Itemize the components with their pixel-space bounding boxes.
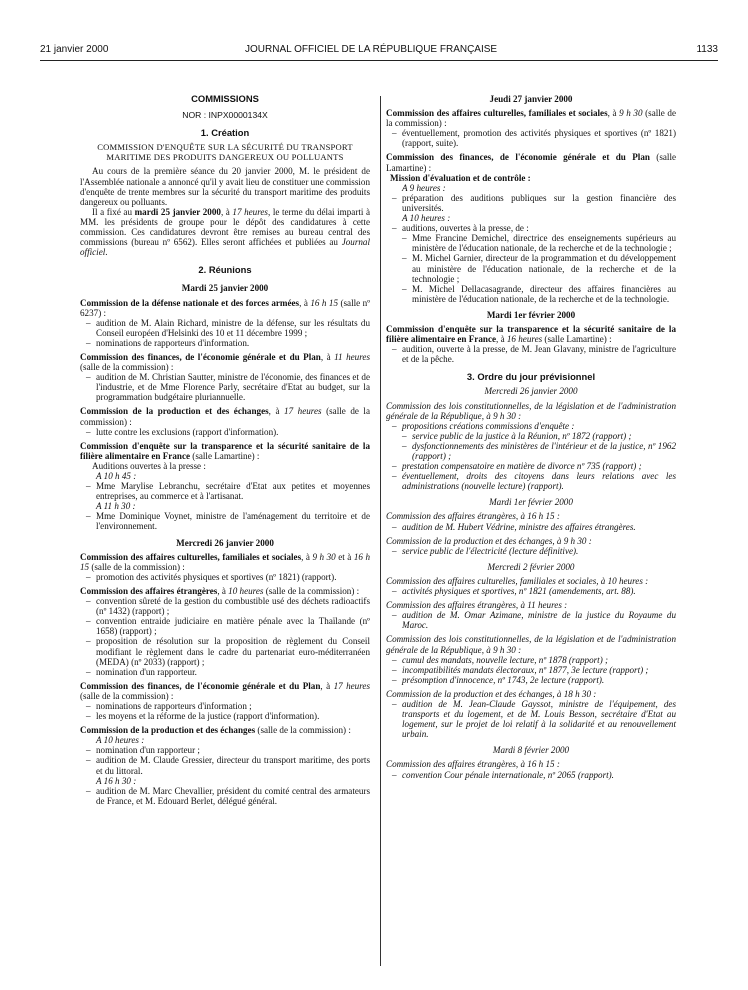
list-item: – cumul des mandats, nouvelle lecture, nº 1878 (rapport) ;: [386, 655, 676, 665]
paragraph: Au cours de la première séance du 20 janvier 2000, M. le président de l'Assemblée nationale a annoncé qu'il y avait lieu de constituer une commission d'enquête de trente membres sur la sécurité du transport maritime des produits dangereux ou polluants.: [80, 166, 370, 207]
section-title: 1. Création: [200, 127, 250, 139]
section-title: 3. Ordre du jour prévisionnel: [466, 371, 596, 383]
list-item: – lutte contre les exclusions (rapport d'information).: [80, 427, 370, 437]
mission-title: Mission d'évaluation et de contrôle :: [390, 172, 531, 183]
section-heading: COMMISSIONS: [191, 93, 259, 104]
list-item: – incompatibilités mandats électoraux, nº 1877, 3e lecture (rapport) ;: [386, 665, 676, 675]
list-item: – audition de M. Alain Richard, ministre de la défense, sur les résultats du Conseil européen d'Helsinki des 10 et 11 décembre 1999 ;: [80, 318, 370, 338]
list-item: – audition de M. Christian Sautter, ministre de l'économie, des finances et de l'industrie, et de Mme Florence Parly, secrétaire d'Etat au budget, sur la programmation budgétaire pluriannuelle.: [80, 372, 370, 402]
list-item: – propositions créations commissions d'enquête :: [386, 421, 676, 431]
commission-entry: Commission des affaires culturelles, familiales et sociales, à 9 h 30 (salle de la commission) :: [386, 108, 677, 129]
right-column: [386, 94, 676, 780]
commission-entry: Commission des finances, de l'économie générale et du Plan, à 11 heures (salle de la commission) :: [80, 351, 370, 373]
sub-list-item: – Mme Francine Demichel, directrice des enseignements supérieurs au ministère de l'éducation nationale, de la recherche et de la technologie ;: [386, 233, 676, 253]
meeting-date: Mardi 8 février 2000: [492, 745, 570, 756]
commission-entry: Commission des affaires étrangères, à 11 heures :: [386, 600, 568, 611]
meeting-date: Mardi 1er février 2000: [486, 309, 576, 320]
list-item: – proposition de résolution sur la proposition de règlement du Conseil modifiant le règlement dans le cadre du partenariat euro-méditerranéen (MEDA) (nº 2033) (rapport) ;: [80, 636, 370, 666]
commission-entry: Commission de la défense nationale et des forces armées, à 16 h 15 (salle nº 6237) :: [80, 297, 371, 318]
commission-entry: Commission de la production et des échanges, à 9 h 30 :: [386, 535, 592, 546]
time-label: A 10 heures :: [96, 735, 145, 746]
list-item: – nominations de rapporteurs d'information.: [80, 338, 370, 348]
time-label: A 10 h 45 :: [96, 471, 137, 481]
commission-entry: Commission des affaires culturelles, familiales et sociales, à 10 heures :: [386, 575, 649, 586]
commission-entry: Commission de la production et des échanges (salle de la commission) :: [80, 725, 351, 736]
commission-entry: Commission des finances, de l'économie générale et du Plan (salle Lamartine) :: [386, 152, 677, 173]
list-item: – nominations de rapporteurs d'information ;: [80, 701, 370, 711]
list-item: – Mme Marylise Lebranchu, secrétaire d'Etat aux petites et moyennes entreprises, au commerce et à l'artisanat.: [80, 481, 370, 501]
list-item: – convention Cour pénale internationale, nº 2065 (rapport).: [386, 770, 676, 780]
list-item: – nomination d'un rapporteur ;: [80, 745, 370, 755]
commission-entry: Commission des affaires étrangères, à 10 heures (salle de la commission) :: [80, 585, 360, 596]
commission-entry: Commission des affaires culturelles, familiales et sociales, à 9 h 30 et à 16 h 15 (salle de la commission) :: [80, 551, 371, 572]
meeting-date: Mardi 1er février 2000: [489, 497, 573, 508]
list-item: – éventuellement, promotion des activités physiques et sportives (nº 1821) (rapport, suite).: [386, 128, 676, 148]
commission-entry: Commission des lois constitutionnelles, de la législation et de l'administration générale de la République, à 9 h 30 :: [386, 400, 676, 421]
time-label: A 11 h 30 :: [96, 501, 136, 512]
running-header: [40, 44, 718, 58]
sub-list-item: – service public de la justice à la Réunion, nº 1872 (rapport) ;: [386, 431, 676, 441]
commission-entry: Commission des finances, de l'économie générale et du Plan, à 17 heures (salle de la commission) :: [80, 680, 371, 701]
list-item: – audition, ouverte à la presse, de M. Jean Glavany, ministre de l'agriculture et de la pêche.: [386, 344, 676, 364]
list-item: – audition de M. Hubert Védrine, ministre des affaires étrangères.: [386, 522, 676, 532]
sub-list-item: – M. Michel Garnier, directeur de la programmation et du développement au ministère de l'éducation nationale, de la recherche et de la technologie ;: [386, 253, 676, 283]
commission-entry: Commission d'enquête sur la transparence et la sécurité sanitaire de la filière alimentaire en France, à 16 heures (salle Lamartine) :: [386, 323, 676, 345]
commission-subtitle: COMMISSION D'ENQUÊTE SUR LA SÉCURITÉ DU TRANSPORT MARITIME DES PRODUITS DANGEREUX OU POLLUANTS: [97, 142, 353, 163]
list-item: – les moyens et la réforme de la justice (rapport d'information).: [80, 711, 370, 721]
list-item: – préparation des auditions publiques sur la gestion financière des universités.: [386, 193, 676, 213]
sub-list-item: – dysfonctionnements des ministères de l'intérieur et de la justice, nº 1962 (rapport) ;: [386, 441, 676, 461]
commission-entry: Commission de la production et des échanges, à 18 h 30 :: [386, 688, 597, 699]
list-item: – promotion des activités physiques et sportives (nº 1821) (rapport).: [80, 572, 370, 582]
paragraph: Auditions ouvertes à la presse :: [92, 460, 206, 471]
meeting-date: Jeudi 27 janvier 2000: [489, 94, 573, 104]
time-label: A 10 heures :: [402, 213, 451, 224]
list-item: – prestation compensatoire en matière de divorce nº 735 (rapport) ;: [386, 461, 676, 471]
meeting-date: Mercredi 26 janvier 2000: [484, 386, 578, 397]
commission-entry: Commission d'enquête sur la transparence et la sécurité sanitaire de la filière alimentaire en France (salle Lamartine) :: [80, 440, 370, 461]
meeting-date: Mercredi 2 février 2000: [487, 561, 575, 572]
commission-entry: Commission des affaires étrangères, à 16 h 15 :: [386, 759, 560, 770]
nor-reference: NOR : INPX0000134X: [182, 110, 268, 121]
list-item: – convention entraide judiciaire en matière pénale avec la Thaïlande (nº 1658) (rapport) ;: [80, 616, 370, 636]
sub-list-item: – M. Michel Dellacasagrande, directeur des affaires financières au ministère de l'éducation nationale, de la recherche et de la technologie.: [386, 284, 676, 304]
section-title: 2. Réunions: [198, 264, 252, 276]
list-item: – présomption d'innocence, nº 1743, 2e lecture (rapport).: [386, 675, 676, 685]
page-number: 1133: [696, 44, 718, 55]
meeting-date: Mardi 25 janvier 2000: [181, 283, 269, 294]
list-item: – convention sûreté de la gestion du combustible usé des déchets radioactifs (nº 1432) (rapport) ;: [80, 596, 370, 616]
paragraph: Il a fixé au mardi 25 janvier 2000, à 17 heures, le terme du délai imparti à MM. les présidents de groupe pour le dépôt des candidatures à cette commission. Ces candidatures devront être remises au bureau central des commissions (bureau nº 6562). Elles seront affichées et publiées au Journal officiel.: [80, 206, 371, 258]
list-item: – audition de M. Jean-Claude Gayssot, ministre de l'équipement, des transports et du logement, et de M. Louis Besson, secrétaire d'Etat au logement, sur le projet de loi relatif à la solidarité et au renouvellement urbain.: [386, 699, 676, 739]
list-item: – audition de M. Claude Gressier, directeur du transport maritime, des ports et du littoral.: [80, 755, 370, 775]
commission-entry: Commission des lois constitutionnelles, de la législation et de l'administration générale de la République, à 9 h 30 :: [386, 634, 676, 655]
header-title: JOURNAL OFFICIEL DE LA RÉPUBLIQUE FRANÇAISE: [245, 44, 498, 55]
time-label: A 16 h 30 :: [96, 775, 137, 786]
header-rule: [40, 60, 718, 61]
commission-entry: Commission de la production et des échanges, à 17 heures (salle de la commission) :: [80, 406, 370, 427]
meeting-date: Mercredi 26 janvier 2000: [176, 537, 274, 548]
commission-entry: Commission des affaires étrangères, à 16 h 15 :: [386, 511, 560, 522]
list-item: – Mme Dominique Voynet, ministre de l'aménagement du territoire et de l'environnement.: [80, 511, 370, 531]
time-label: A 9 heures :: [402, 182, 446, 193]
list-item: – activités physiques et sportives, nº 1821 (amendements, art. 88).: [386, 586, 676, 596]
list-item: – éventuellement, droits des citoyens dans leurs relations avec les administrations (nouvelle lecture) (rapport).: [386, 471, 676, 491]
list-item: – nomination d'un rapporteur.: [80, 667, 370, 677]
list-item: – auditions, ouvertes à la presse, de :: [386, 223, 676, 233]
list-item: – service public de l'électricité (lecture définitive).: [386, 546, 676, 556]
left-column: [80, 94, 370, 806]
column-divider: [380, 96, 381, 966]
header-date: 21 janvier 2000: [40, 44, 109, 55]
list-item: – audition de M. Marc Chevallier, président du comité central des armateurs de France, et M. Edouard Berlet, délégué général.: [80, 786, 370, 806]
list-item: – audition de M. Omar Azimane, ministre de la justice du Royaume du Maroc.: [386, 610, 676, 630]
